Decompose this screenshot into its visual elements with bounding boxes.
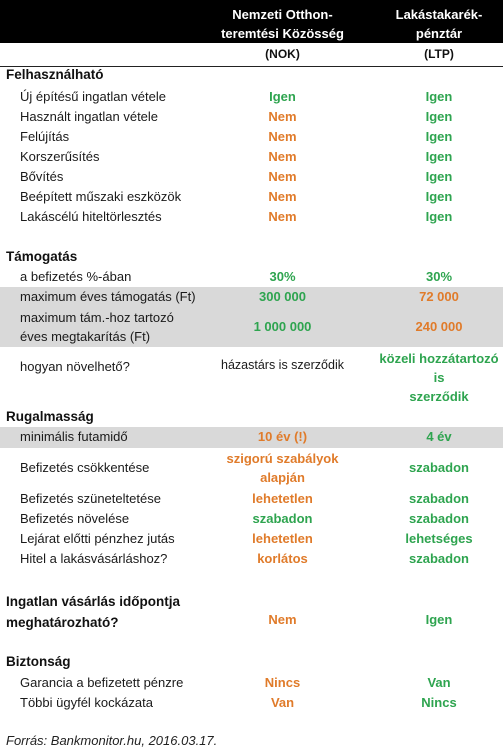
nok-value: korlátos (257, 551, 308, 566)
section-title-biztonsag: Biztonság (6, 654, 71, 669)
table-row (0, 489, 503, 509)
ltp-value: Igen (425, 89, 453, 104)
ltp-value: Van (427, 675, 451, 690)
nok-value: Van (270, 695, 295, 710)
nok-column-title: Nemzeti Otthon- teremtési Közösség (221, 7, 344, 41)
table-row (0, 673, 503, 693)
ltp-value: 4 év (426, 429, 452, 444)
idopont-nok-value: Nem (268, 612, 297, 627)
row-label: Bővítés (20, 169, 64, 184)
table-row (0, 167, 503, 187)
nok-value: Igen (269, 89, 296, 104)
nok-value: 30% (269, 269, 296, 284)
nok-value: 1 000 000 (253, 319, 312, 334)
row-label: Befizetés csökkentése (20, 460, 150, 475)
table-row (0, 287, 503, 307)
ltp-value: közeli hozzátartozó is szerződik (379, 351, 499, 404)
ltp-value: Igen (425, 149, 453, 164)
nok-value: Nem (268, 209, 297, 224)
row-label: Hitel a lakásvásárláshoz? (20, 551, 168, 566)
row-label: Használt ingatlan vétele (20, 109, 159, 124)
nok-value: házastárs is szerződik (221, 358, 344, 372)
ltp-value: 240 000 (415, 319, 463, 334)
ltp-value: Igen (425, 109, 453, 124)
nok-abbr: (NOK) (265, 47, 300, 61)
section-title-rugalmassag: Rugalmasság (6, 409, 94, 424)
section-title-felhasznalhato: Felhasználható (6, 67, 104, 82)
row-label: a befizetés %-ában (20, 269, 132, 284)
table-row (0, 307, 503, 347)
nok-value: Nem (268, 129, 297, 144)
table-row (0, 529, 503, 549)
table-row (0, 147, 503, 167)
row-label: Korszerűsítés (20, 149, 100, 164)
ltp-abbr: (LTP) (424, 47, 454, 61)
nok-value: szabadon (252, 511, 313, 526)
header-abbreviations (0, 43, 503, 67)
nok-value: Nincs (264, 675, 301, 690)
table-row (0, 549, 503, 569)
ltp-value: szabadon (409, 511, 469, 526)
section-title-idopont: Ingatlan vásárlás időpontja meghatározható? (6, 594, 181, 630)
table-row (0, 127, 503, 147)
nok-value: szigorú szabályok alapján (226, 451, 339, 485)
table-row (0, 693, 503, 713)
source-note: Forrás: Bankmonitor.hu, 2016.03.17. (6, 733, 218, 748)
table-row (0, 427, 503, 448)
row-label: minimális futamidő (20, 429, 128, 444)
row-label: maximum éves támogatás (Ft) (20, 289, 196, 304)
ltp-value: 72 000 (419, 289, 459, 304)
nok-value: Nem (268, 189, 297, 204)
row-label: Befizetés szüneteltetése (20, 491, 161, 506)
row-label: Többi ügyfél kockázata (20, 695, 153, 710)
row-label: Beépített műszaki eszközök (20, 189, 182, 204)
row-label: Új építésű ingatlan vétele (20, 89, 166, 104)
table-row (0, 267, 503, 287)
ltp-value: Nincs (421, 695, 457, 710)
row-label: Lejárat előtti pénzhez jutás (20, 531, 175, 546)
table-row (0, 349, 503, 404)
row-label: Lakáscélú hiteltörlesztés (20, 209, 162, 224)
ltp-value: szabadon (409, 491, 469, 506)
ltp-value: 30% (425, 269, 453, 284)
row-label: hogyan növelhető? (20, 359, 130, 374)
section-title-tamogatas: Támogatás (6, 249, 78, 264)
ltp-value: Igen (425, 189, 453, 204)
row-label: Garancia a befizetett pénzre (20, 675, 184, 690)
ltp-column-title: Lakástakarék- pénztár (395, 7, 483, 41)
table-row (0, 87, 503, 107)
ltp-value: lehetséges (405, 531, 473, 546)
row-label: maximum tám.-hoz tartozó éves megtakarítás (Ft) (20, 310, 174, 344)
nok-value: lehetetlen (252, 491, 313, 506)
nok-value: 10 év (!) (257, 429, 308, 444)
nok-value: Nem (268, 149, 297, 164)
table-row (0, 448, 503, 488)
nok-value: 300 000 (259, 289, 306, 304)
table-row (0, 509, 503, 529)
ltp-value: Igen (425, 169, 453, 184)
nok-value: Nem (268, 109, 297, 124)
table-row (0, 207, 503, 227)
table-row (0, 187, 503, 207)
ltp-value: szabadon (409, 460, 469, 475)
ltp-value: szabadon (409, 551, 469, 566)
nok-value: lehetetlen (252, 531, 313, 546)
row-label: Befizetés növelése (20, 511, 130, 526)
nok-value: Nem (268, 169, 297, 184)
table-row (0, 107, 503, 127)
idopont-ltp-value: Igen (425, 612, 453, 627)
ltp-value: Igen (425, 129, 453, 144)
row-label: Felújítás (20, 129, 70, 144)
ltp-value: Igen (425, 209, 453, 224)
